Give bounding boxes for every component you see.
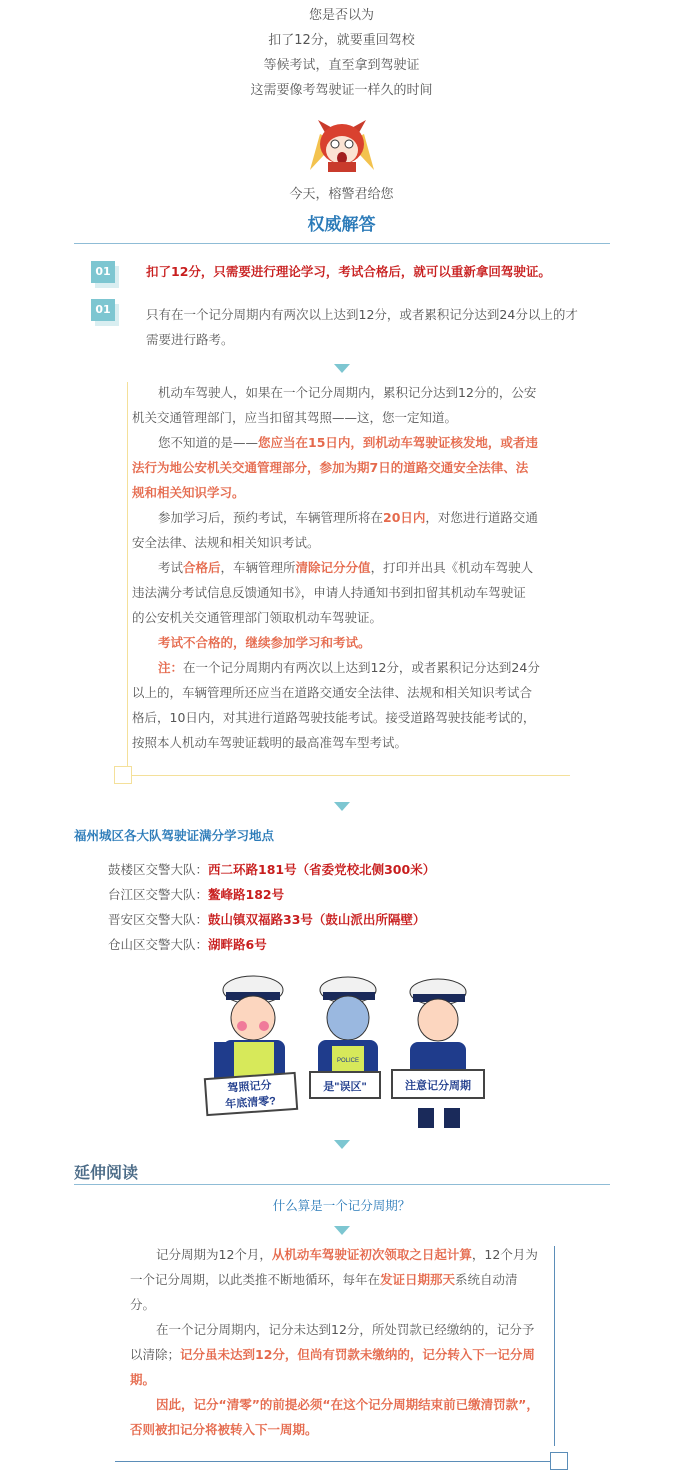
down-arrow-icon xyxy=(334,1140,350,1149)
detail-p6-line3: 格后，10日内，对其进行道路驾驶技能考试。接受道路驾驶技能考试的， xyxy=(132,710,536,725)
location-item xyxy=(108,907,435,932)
qa-answer-2 xyxy=(146,302,578,352)
police-cartoon-image xyxy=(198,968,488,1134)
detail-p6-a: 注： xyxy=(158,660,184,675)
qa-badge-2: 01 xyxy=(91,299,115,321)
extended-subtitle: 什么算是一个记分周期？ xyxy=(272,1198,411,1213)
location-address: 鳌峰路182号 xyxy=(208,887,285,902)
locations-list xyxy=(108,857,435,957)
location-name: 仓山区交警大队： xyxy=(108,937,209,952)
detail-p1-line1: 机动车驾驶人，如果在一个记分周期内，累积记分达到12分的，公安 xyxy=(158,385,537,400)
ext-p1-l2a: 一个记分周期，以此类推不断地循环，每年在 xyxy=(130,1272,381,1287)
location-item xyxy=(108,882,435,907)
ext-p1-l2c: 系统自动清 xyxy=(455,1272,518,1287)
detail-p3-line2: 安全法律、法规和相关知识考试。 xyxy=(132,535,320,550)
ext-p2-line1: 在一个记分周期内，记分未达到12分，所处罚款已经缴纳的，记分予 xyxy=(156,1322,535,1337)
fox-sticker-image xyxy=(306,112,378,174)
sign-1-line-1: 驾照记分 xyxy=(227,1079,272,1095)
detail-p4-e: ，打印并出具《机动车驾驶人 xyxy=(370,560,534,575)
intro-line-4: 这需要像考驾驶证一样久的时间 xyxy=(250,83,433,98)
detail-p4-line3: 的公安机关交通管理部门领取机动车驾驶证。 xyxy=(132,610,383,625)
answer-title: 权威解答 xyxy=(307,215,376,235)
qa-answer-1: 扣了12分，只需要进行理论学习，考试合格后，就可以重新拿回驾驶证。 xyxy=(146,264,551,279)
detail-bottom-border xyxy=(132,775,570,776)
title-divider xyxy=(74,243,610,244)
location-address: 鼓山镇双福路33号（鼓山派出所隔壁） xyxy=(208,912,426,927)
extended-right-border xyxy=(554,1246,555,1446)
detail-p3-b: 20日内 xyxy=(383,510,426,525)
detail-p6-line1 xyxy=(132,655,562,680)
sign-1-line-2: 年底清零? xyxy=(224,1095,277,1111)
extended-bottom-border xyxy=(115,1461,555,1462)
location-address: 西二环路181号（省委党校北侧300米） xyxy=(208,862,436,877)
today-text: 今天，榕警君给您 xyxy=(289,187,394,202)
ext-p1-a: 记分周期为12个月， xyxy=(156,1247,272,1262)
location-name: 台江区交警大队： xyxy=(108,887,209,902)
detail-p1-line2: 机关交通管理部门，应当扣留其驾照——这，您一定知道。 xyxy=(132,410,458,425)
ext-p3-line1: 因此，记分“清零”的前提必须“在这个记分周期结束前已缴清罚款”， xyxy=(156,1397,539,1412)
intro-line-3: 等候考试，直至拿到驾驶证 xyxy=(263,58,420,73)
ext-p1-l2b: 发证日期那天 xyxy=(380,1272,456,1287)
ext-p2-line3: 期。 xyxy=(130,1372,156,1387)
detail-p2-line1 xyxy=(132,430,562,455)
detail-p6-b: 在一个记分周期内有两次以上达到12分，或者累积记分达到24分 xyxy=(183,660,540,675)
detail-p6-line4: 按照本人机动车驾驶证载明的最高准驾车型考试。 xyxy=(132,735,408,750)
intro-line-1: 您是否以为 xyxy=(308,8,374,23)
ext-p3-line2: 否则被扣记分将被转入下一周期。 xyxy=(130,1422,318,1437)
location-address: 湖畔路6号 xyxy=(208,937,267,952)
detail-p4-a: 考试 xyxy=(158,560,184,575)
qa-badge-1: 01 xyxy=(91,261,115,283)
location-item xyxy=(108,857,435,882)
detail-p4-c: ，车辆管理所 xyxy=(220,560,296,575)
ext-p2-line2 xyxy=(130,1342,554,1367)
ext-p1-line1 xyxy=(130,1242,554,1267)
police-badge-text: POLICE xyxy=(336,1058,360,1064)
detail-p4-line2: 违法满分考试信息反馈通知书》，申请人持通知书到扣留其机动车驾驶证 xyxy=(132,585,526,600)
ext-p1-b: 从机动车驾驶证初次领取之日起计算 xyxy=(271,1247,472,1262)
detail-p4-line1 xyxy=(132,555,562,580)
detail-p3-a: 参加学习后，预约考试，车辆管理所将在 xyxy=(158,510,384,525)
ext-p1-line2 xyxy=(130,1267,554,1292)
location-name: 鼓楼区交警大队： xyxy=(108,862,209,877)
intro-line-2: 扣了12分，就要重回驾校 xyxy=(268,33,415,48)
ext-p2-l2b: 记分虽未达到12分，但尚有罚款未缴纳的，记分转入下一记分周 xyxy=(180,1347,535,1362)
detail-p3-c: ，对您进行道路交通 xyxy=(425,510,538,525)
down-arrow-icon xyxy=(334,802,350,811)
corner-box-decoration xyxy=(550,1452,568,1470)
extended-heading: 延伸阅读 xyxy=(74,1163,139,1182)
ext-p1-line3: 分。 xyxy=(130,1297,156,1312)
sign-2-text: 是"误区" xyxy=(323,1081,367,1093)
detail-p3-line1 xyxy=(132,505,562,530)
detail-p4-b: 合格后 xyxy=(183,560,221,575)
extended-divider xyxy=(74,1184,610,1185)
detail-p2-a: 您不知道的是—— xyxy=(158,435,259,450)
detail-left-border xyxy=(127,382,128,774)
detail-p2-line3: 规和相关知识学习。 xyxy=(132,485,245,500)
detail-p2-line2: 法行为地公安机关交通管理部分，参加为期7日的道路交通安全法律、法 xyxy=(132,460,529,475)
ext-p1-c: ，12个月为 xyxy=(471,1247,538,1262)
locations-heading: 福州城区各大队驾驶证满分学习地点 xyxy=(74,828,275,843)
down-arrow-icon xyxy=(334,364,350,373)
down-arrow-icon xyxy=(334,1226,350,1235)
detail-p6-line2: 以上的，车辆管理所还应当在道路交通安全法律、法规和相关知识考试合 xyxy=(132,685,533,700)
location-item xyxy=(108,932,435,957)
detail-p4-d: 清除记分分值 xyxy=(295,560,371,575)
detail-p2-b: 您应当在15日内，到机动车驾驶证核发地，或者违 xyxy=(258,435,538,450)
location-name: 晋安区交警大队： xyxy=(108,912,209,927)
detail-p5: 考试不合格的，继续参加学习和考试。 xyxy=(158,635,371,650)
qa-answer-2-line-1: 只有在一个记分周期内有两次以上达到12分，或者累积记分达到24分以上的才 xyxy=(146,307,578,322)
ext-p2-l2a: 以清除； xyxy=(130,1347,181,1362)
qa-answer-2-line-2: 需要进行路考。 xyxy=(146,332,234,347)
extended-block xyxy=(130,1242,554,1442)
corner-box-decoration xyxy=(114,766,132,784)
sign-3-text: 注意记分周期 xyxy=(405,1080,471,1092)
detail-block xyxy=(132,380,562,755)
